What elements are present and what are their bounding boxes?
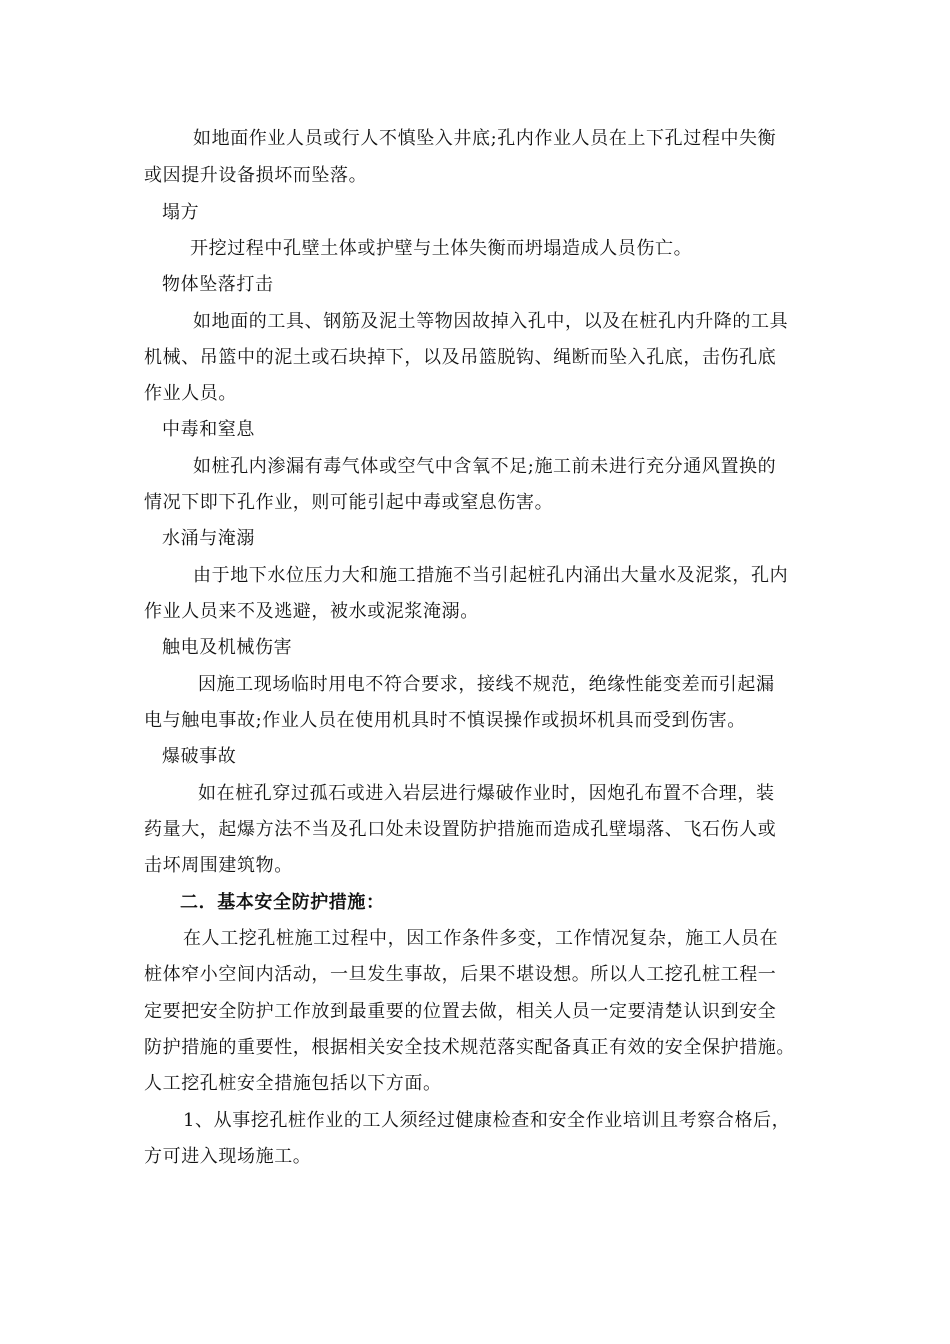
numbered-item-line: 1、从事挖孔桩作业的工人须经过健康检查和安全作业培训且考察合格后， (183, 1110, 791, 1131)
numbered-item-line: 方可进入现场施工。 (144, 1146, 312, 1167)
paragraph-line: 因施工现场临时用电不符合要求，接线不规范，绝缘性能变差而引起漏 (198, 674, 775, 695)
section-heading: 塌方 (162, 202, 200, 223)
paragraph-line: 电与触电事故;作业人员在使用机具时不慎误操作或损坏机具而受到伤害。 (144, 710, 746, 731)
paragraph-line: 击坏周围建筑物。 (144, 855, 293, 876)
paragraph-line: 情况下即下孔作业，则可能引起中毒或窒息伤害。 (144, 492, 554, 513)
paragraph-line: 定要把安全防护工作放到最重要的位置去做，相关人员一定要清楚认识到安全 (144, 1001, 777, 1022)
section-heading: 触电及机械伤害 (162, 637, 293, 658)
paragraph-line: 防护措施的重要性，根据相关安全技术规范落实配备真正有效的安全保护措施。 (144, 1037, 795, 1058)
paragraph-line: 如桩孔内渗漏有毒气体或空气中含氧不足;施工前未进行充分通风置换的 (193, 456, 777, 477)
paragraph-line: 由于地下水位压力大和施工措施不当引起桩孔内涌出大量水及泥浆，孔内 (193, 565, 789, 586)
section-heading: 物体坠落打击 (162, 274, 274, 295)
paragraph-line: 开挖过程中孔壁土体或护壁与土体失衡而坍塌造成人员伤亡。 (190, 238, 693, 259)
paragraph-line: 或因提升设备损坏而坠落。 (144, 165, 368, 186)
section-heading: 中毒和窒息 (162, 419, 255, 440)
section-heading: 水涌与淹溺 (162, 528, 255, 549)
paragraph-line: 作业人员来不及逃避，被水或泥浆淹溺。 (144, 601, 479, 622)
paragraph-line: 药量大，起爆方法不当及孔口处未设置防护措施而造成孔壁塌落、飞石伤人或 (144, 819, 777, 840)
paragraph-line: 机械、吊篮中的泥土或石块掉下，以及吊篮脱钩、绳断而坠入孔底，击伤孔底 (144, 347, 777, 368)
paragraph-line: 作业人员。 (144, 383, 237, 404)
paragraph-line: 人工挖孔桩安全措施包括以下方面。 (144, 1073, 442, 1094)
paragraph-line: 在人工挖孔桩施工过程中，因工作条件多变，工作情况复杂，施工人员在 (183, 928, 779, 949)
paragraph-line: 如在桩孔穿过孤石或进入岩层进行爆破作业时，因炮孔布置不合理，装 (198, 783, 775, 804)
paragraph-line: 如地面作业人员或行人不慎坠入井底;孔内作业人员在上下孔过程中失衡 (193, 128, 777, 149)
section-heading: 爆破事故 (162, 746, 237, 767)
paragraph-line: 如地面的工具、钢筋及泥土等物因故掉入孔中，以及在桩孔内升降的工具 (193, 311, 789, 332)
main-section-heading: 二．基本安全防护措施： (180, 892, 385, 913)
paragraph-line: 桩体窄小空间内活动，一旦发生事故，后果不堪设想。所以人工挖孔桩工程一 (144, 964, 777, 985)
